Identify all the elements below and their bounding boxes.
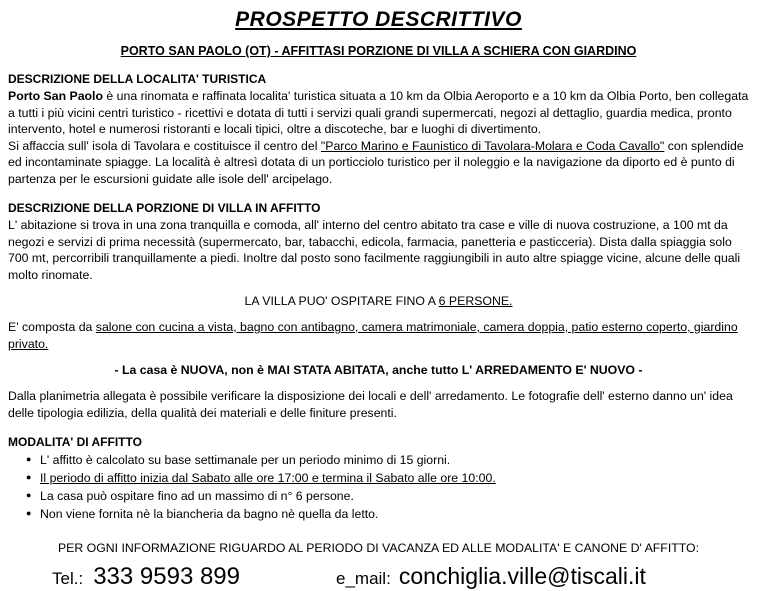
composition-line (8, 319, 749, 352)
capacity-value: 6 PERSONE. (438, 294, 513, 308)
lead-bold-porto-san-paolo: Porto San Paolo (8, 89, 103, 103)
section-heading-villa: DESCRIZIONE DELLA PORZIONE DI VILLA IN AFFITTO (8, 201, 321, 215)
paragraph-localita-1-text: è una rinomata e raffinata localita' turistica situata a 10 km da Olbia Aeroporto e a 10 km da Olbia Porto, ben collegata a tutti i più vicini centri turistico - ricettivi e dotata di tutti i servizi quali grandi supermercati, negozi al dettaglio, guardia medica, pronto intervento, hotel e numerosi ristoranti e locali tipici, oltre a discoteche, bar e luoghi di divertimento. (8, 89, 749, 136)
section-heading-modalita: MODALITA' DI AFFITTO (8, 435, 142, 449)
paragraph-localita-2-post: con splendide ed incontaminate spiagge. La località è altresì dotata di un porticciolo turistico per il noleggio e la navigazione da diporto ed è punto di partenza per le escursioni guidate alle isole dell' arcipelago. (8, 138, 744, 186)
plan-note: Dalla planimetria allegata è possibile verificare la disposizione dei locali e dell' arredamento. Le fotografie dell' esterno danno un' idea delle tipologia edilizia, della qualità dei materiali e delle finiture presenti. (8, 389, 733, 420)
paragraph-localita-2 (8, 138, 749, 188)
telephone-label: Tel.: (52, 569, 84, 588)
contact-footer (8, 563, 749, 591)
capacity-line (8, 294, 749, 308)
rental-term-text: L' affitto è calcolato su base settimanale per un periodo minimo di 15 giorni. (40, 453, 451, 467)
section-heading-localita: DESCRIZIONE DELLA LOCALITA' TURISTICA (8, 72, 267, 86)
paragraph-localita-2-pre: Si affaccia sull' isola di Tavolara e costituisce il centro del (8, 138, 321, 153)
document-body (0, 72, 757, 591)
new-house-notice: - La casa è NUOVA, non è MAI STATA ABITATA, anche tutto L' ARREDAMENTO E' NUOVO - (114, 363, 643, 377)
list-item (26, 487, 749, 505)
paragraph-villa: L' abitazione si trova in una zona tranquilla e comoda, all' interno del centro abitato tra case e ville di nuova costruzione, a 100 mt da negozi e servizi di prima necessità (supermercato, bar, tabacchi, edicola, farmacia, panetteria e pasticceria). Dista dalla spiaggia solo 700 mt, percorribili tranquillamente a piedi. Inoltre dal posto sono facilmente raggiungibili in auto altre spiagge vicine, alcune delle quali molto rinomate. (8, 218, 741, 282)
rental-term-text: Non viene fornita nè la biancheria da bagno nè quella da letto. (40, 507, 379, 521)
list-item (26, 469, 749, 487)
list-item (26, 505, 749, 523)
rental-terms-list (8, 451, 749, 523)
composition-pre: E' composta da (8, 320, 96, 334)
rental-term-text: Il periodo di affitto inizia dal Sabato alle ore 17:00 e termina il Sabato alle ore 10:00. (40, 471, 496, 485)
document-page (0, 8, 757, 590)
telephone-number: 333 9593 899 (93, 563, 240, 590)
email-label: e_mail: (336, 569, 391, 588)
capacity-pre: LA VILLA PUO' OSPITARE FINO A (244, 294, 439, 308)
park-name: "Parco Marino e Faunistico di Tavolara-Molara e Coda Cavallo" (320, 138, 665, 153)
composition-rooms: salone con cucina a vista, bagno con antibagno, camera matrimoniale, camera doppia, patio esterno coperto, giardino privato. (8, 320, 738, 351)
rental-term-text: La casa può ospitare fino ad un massimo di n° 6 persone. (40, 489, 354, 503)
email-address: conchiglia.ville@tiscali.it (398, 563, 646, 589)
contact-info-line: PER OGNI INFORMAZIONE RIGUARDO AL PERIODO DI VACANZA ED ALLE MODALITA' E CANONE D' AFFITTO: (57, 541, 700, 555)
page-title: PROSPETTO DESCRITTIVO (235, 8, 522, 31)
list-item (26, 451, 749, 469)
paragraph-localita-1 (8, 88, 749, 138)
page-subtitle: PORTO SAN PAOLO (OT) - AFFITTASI PORZIONE DI VILLA A SCHIERA CON GIARDINO (120, 44, 637, 58)
